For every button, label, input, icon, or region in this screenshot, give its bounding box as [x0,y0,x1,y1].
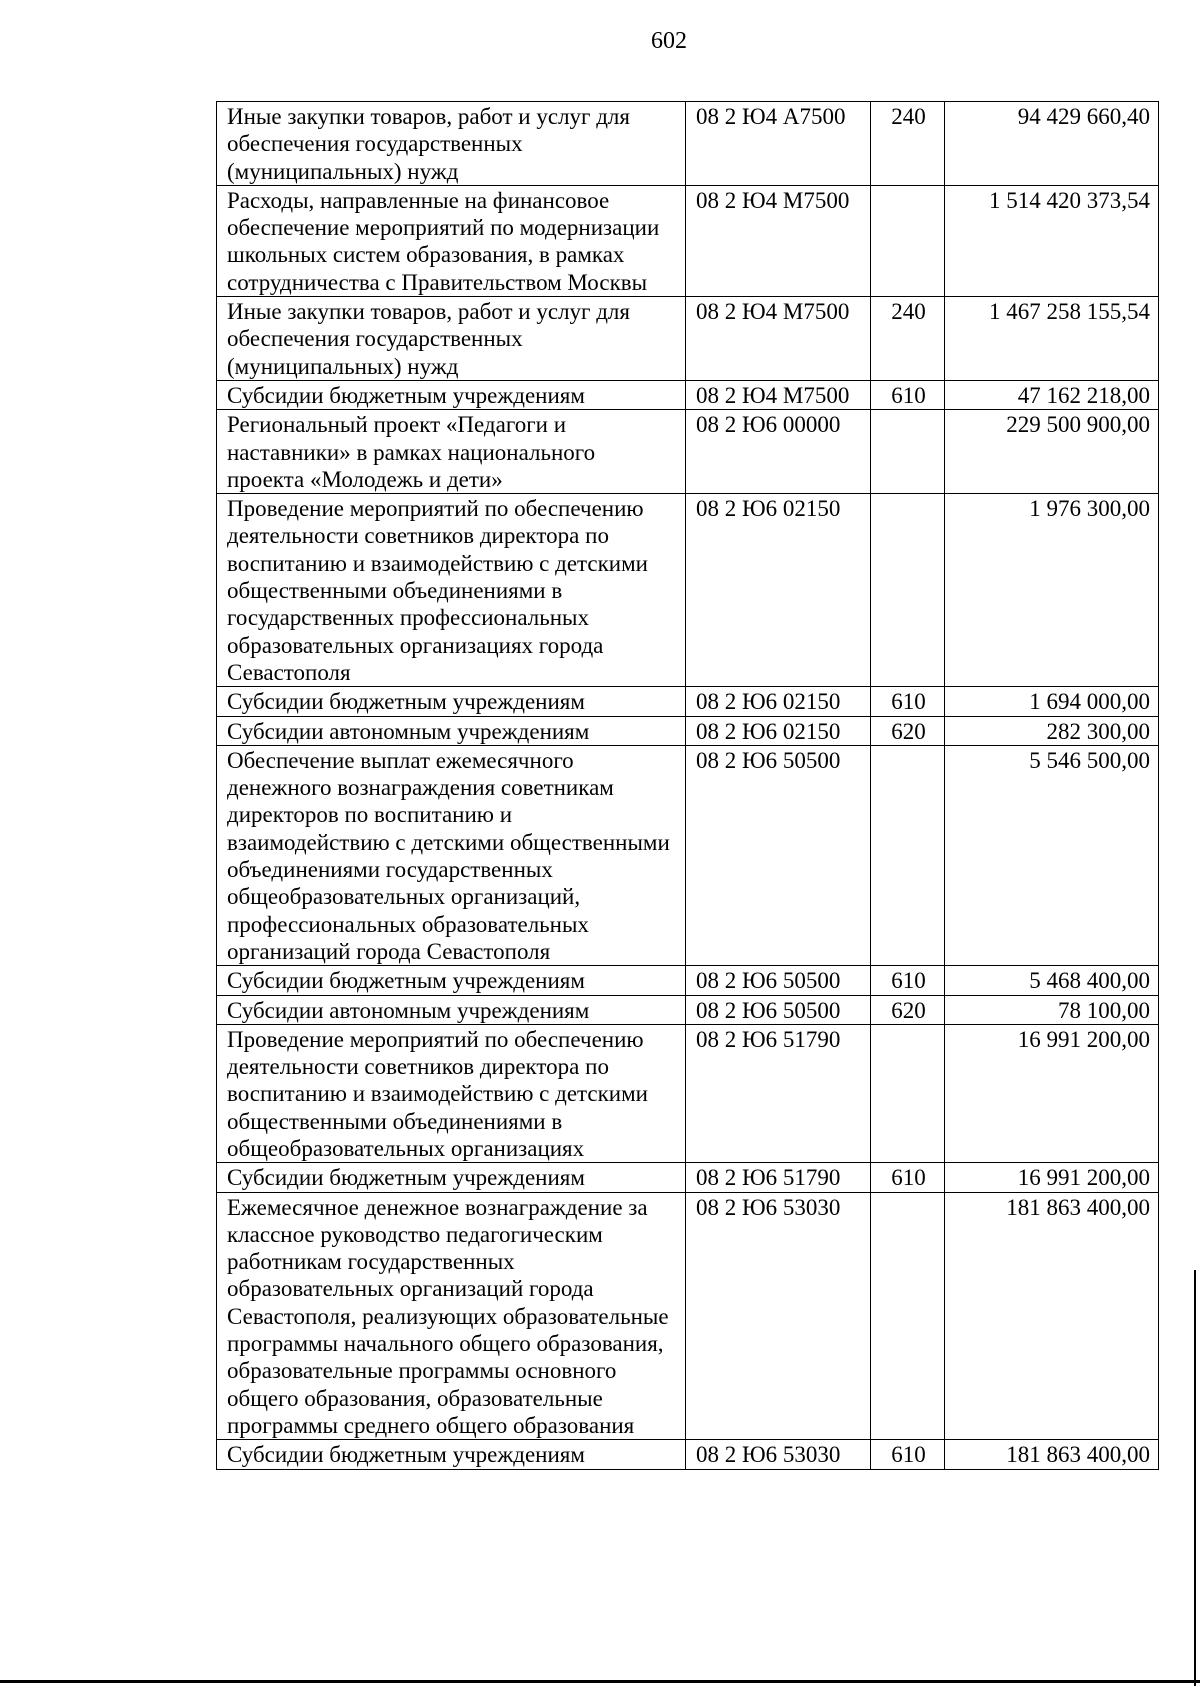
amount: 94 429 660,40 [945,102,1159,186]
budget-code: 08 2 Ю6 02150 [686,687,871,716]
table-row [217,687,1159,716]
amount: 181 863 400,00 [945,1192,1159,1440]
table-row [217,410,1159,494]
page-number: 602 [651,28,687,54]
budget-table [216,101,1159,1470]
amount: 282 300,00 [945,716,1159,745]
amount: 1 514 420 373,54 [945,185,1159,296]
amount: 5 468 400,00 [945,966,1159,995]
item-name: Субсидии автономным учреждениям [217,995,686,1024]
item-name: Обеспечение выплат ежемесячного денежного вознаграждения советникам директоров по воспитанию и взаимодействию с детскими общественными объединениями государственных общеобразовательных организаций, профессиональных образовательных организаций города Севастополя [217,745,686,965]
budget-code: 08 2 Ю6 02150 [686,494,871,687]
budget-code: 08 2 Ю6 00000 [686,410,871,494]
table-row [217,185,1159,296]
item-name: Субсидии бюджетным учреждениям [217,380,686,409]
amount: 16 991 200,00 [945,1163,1159,1192]
item-name: Субсидии бюджетным учреждениям [217,1163,686,1192]
table-row [217,1440,1159,1469]
table-row [217,380,1159,409]
table-row [217,966,1159,995]
expense-type: 610 [871,687,945,716]
expense-type: 610 [871,1163,945,1192]
table-row [217,1163,1159,1192]
expense-type [871,1024,945,1162]
item-name: Региональный проект «Педагоги и наставники» в рамках национального проекта «Молодежь и дети» [217,410,686,494]
amount: 1 467 258 155,54 [945,297,1159,381]
budget-code: 08 2 Ю6 02150 [686,716,871,745]
amount: 78 100,00 [945,995,1159,1024]
item-name: Расходы, направленные на финансовое обеспечение мероприятий по модернизации школьных систем образования, в рамках сотрудничества с Правительством Москвы [217,185,686,296]
expense-type: 620 [871,995,945,1024]
amount: 229 500 900,00 [945,410,1159,494]
table-row [217,297,1159,381]
expense-type [871,410,945,494]
expense-type: 610 [871,1440,945,1469]
budget-code: 08 2 Ю4 М7500 [686,297,871,381]
amount: 16 991 200,00 [945,1024,1159,1162]
item-name: Ежемесячное денежное вознаграждение за классное руководство педагогическим работникам государственных образовательных организаций города Севастополя, реализующих образовательные программы начального общего образования, образовательные программы основного общего образования, образовательные программы среднего общего образования [217,1192,686,1440]
scan-edge-line [0,1680,1200,1683]
expense-type: 620 [871,716,945,745]
table-row [217,1192,1159,1440]
table-row [217,745,1159,965]
item-name: Проведение мероприятий по обеспечению деятельности советников директора по воспитанию и взаимодействию с детскими общественными объединениями в государственных профессиональных образовательных организациях города Севастополя [217,494,686,687]
budget-code: 08 2 Ю4 А7500 [686,102,871,186]
table-row [217,1024,1159,1162]
budget-code: 08 2 Ю6 51790 [686,1163,871,1192]
expense-type: 240 [871,102,945,186]
amount: 5 546 500,00 [945,745,1159,965]
budget-code: 08 2 Ю6 53030 [686,1192,871,1440]
expense-type [871,185,945,296]
amount: 1 694 000,00 [945,687,1159,716]
item-name: Субсидии бюджетным учреждениям [217,687,686,716]
item-name: Иные закупки товаров, работ и услуг для обеспечения государственных (муниципальных) нужд [217,297,686,381]
expense-type: 610 [871,966,945,995]
item-name: Проведение мероприятий по обеспечению деятельности советников директора по воспитанию и взаимодействию с детскими общественными объединениями в общеобразовательных организациях [217,1024,686,1162]
item-name: Субсидии автономным учреждениям [217,716,686,745]
item-name: Иные закупки товаров, работ и услуг для обеспечения государственных (муниципальных) нужд [217,102,686,186]
amount: 47 162 218,00 [945,380,1159,409]
amount: 1 976 300,00 [945,494,1159,687]
expense-type: 610 [871,380,945,409]
table-row [217,102,1159,186]
expense-type: 240 [871,297,945,381]
expense-type [871,745,945,965]
scan-edge-line [1194,1270,1196,1686]
item-name: Субсидии бюджетным учреждениям [217,966,686,995]
table-row [217,995,1159,1024]
expense-type [871,494,945,687]
budget-code: 08 2 Ю4 М7500 [686,380,871,409]
table-row [217,716,1159,745]
amount: 181 863 400,00 [945,1440,1159,1469]
expense-type [871,1192,945,1440]
item-name: Субсидии бюджетным учреждениям [217,1440,686,1469]
budget-code: 08 2 Ю6 53030 [686,1440,871,1469]
budget-code: 08 2 Ю6 51790 [686,1024,871,1162]
budget-code: 08 2 Ю6 50500 [686,745,871,965]
table-row [217,494,1159,687]
budget-code: 08 2 Ю6 50500 [686,995,871,1024]
budget-code: 08 2 Ю4 М7500 [686,185,871,296]
budget-code: 08 2 Ю6 50500 [686,966,871,995]
